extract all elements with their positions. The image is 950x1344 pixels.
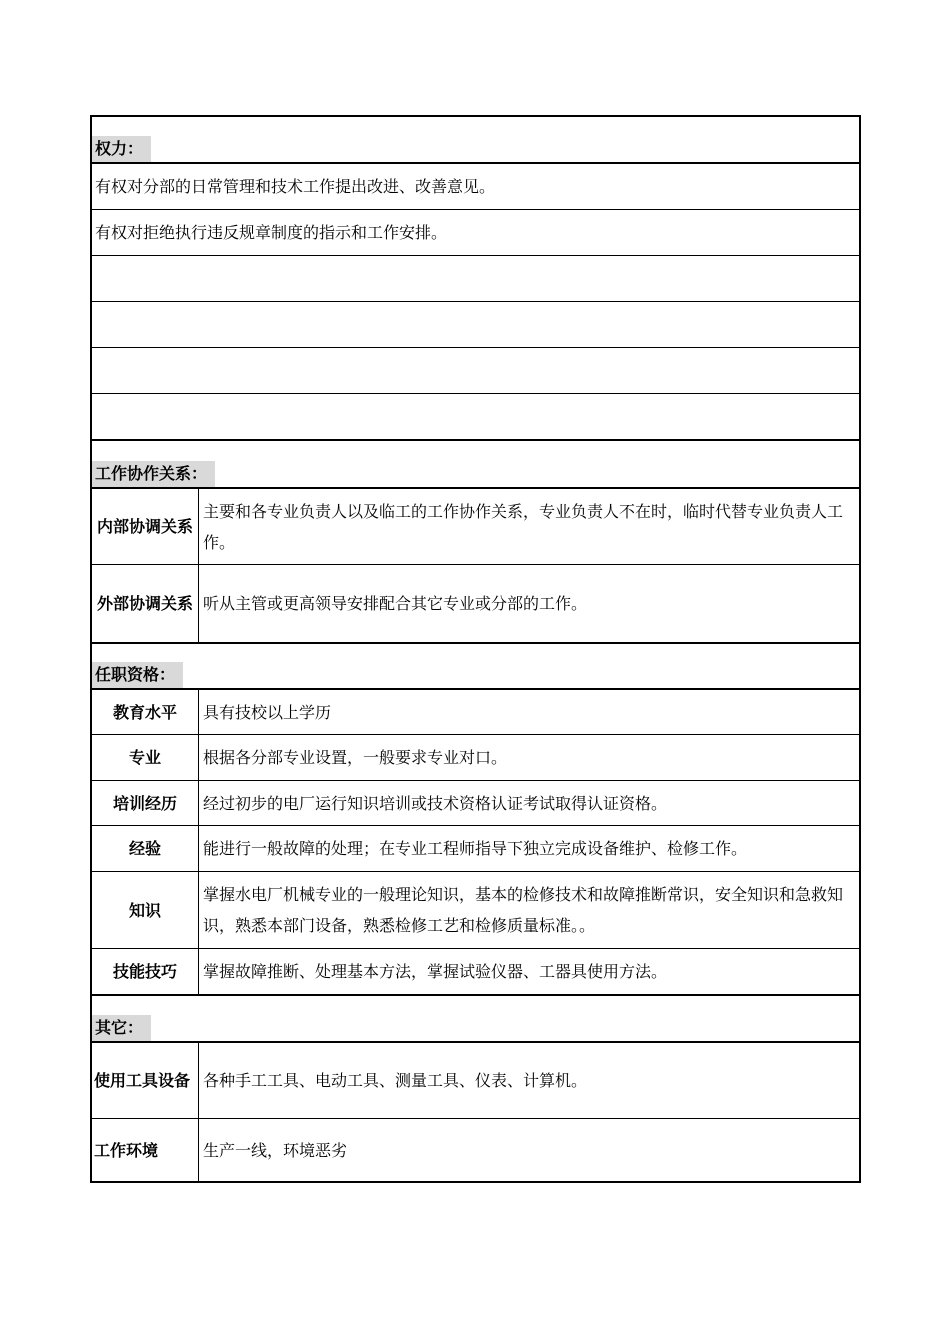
row-label: 技能技巧 xyxy=(92,949,199,994)
row-label: 培训经历 xyxy=(92,781,199,825)
row-label: 使用工具设备 xyxy=(92,1043,199,1118)
power-item-row xyxy=(92,162,859,209)
power-item-text: 有权对分部的日常管理和技术工作提出改进、改善意见。 xyxy=(95,176,496,196)
row-label: 外部协调关系 xyxy=(92,565,199,642)
other-row-tools xyxy=(92,1041,859,1118)
qualification-row-training xyxy=(92,780,859,825)
section-title: 工作协作关系： xyxy=(92,461,215,487)
section-title: 权力： xyxy=(92,136,151,162)
row-label: 教育水平 xyxy=(92,690,199,734)
row-value: 具有技校以上学历 xyxy=(203,702,332,722)
row-value: 掌握水电厂机械专业的一般理论知识，基本的检修技术和故障推断常识，安全知识和急救知识，熟悉本部门设备，熟悉检修工艺和检修质量标准。。 xyxy=(203,885,844,935)
cooperation-row-internal xyxy=(92,487,859,564)
qualification-row-knowledge xyxy=(92,871,859,948)
other-row-environment xyxy=(92,1118,859,1181)
row-value: 听从主管或更高领导安排配合其它专业或分部的工作。 xyxy=(203,594,588,613)
qualification-row-experience xyxy=(92,825,859,871)
row-label: 知识 xyxy=(92,872,199,948)
row-value: 经过初步的电厂运行知识培训或技术资格认证考试取得认证资格。 xyxy=(203,793,668,813)
row-label: 经验 xyxy=(92,826,199,871)
section-title: 任职资格： xyxy=(92,662,183,688)
qualification-row-education xyxy=(92,688,859,734)
row-value: 掌握故障推断、处理基本方法，掌握试验仪器、工器具使用方法。 xyxy=(203,962,668,981)
section-header-qualifications xyxy=(92,642,859,688)
row-value: 根据各分部专业设置，一般要求专业对口。 xyxy=(203,748,508,767)
power-item-text: 有权对拒绝执行违反规章制度的指示和工作安排。 xyxy=(95,222,448,242)
section-header-cooperation xyxy=(92,439,859,487)
cooperation-row-external xyxy=(92,564,859,642)
row-value: 主要和各专业负责人以及临工的工作协作关系，专业负责人不在时，临时代替专业负责人工作。 xyxy=(203,501,844,552)
job-description-table xyxy=(90,115,861,1183)
power-item-row xyxy=(92,301,859,347)
row-label: 工作环境 xyxy=(92,1119,199,1181)
row-value: 各种手工工具、电动工具、测量工具、仪表、计算机。 xyxy=(203,1071,588,1090)
row-value: 能进行一般故障的处理；在专业工程师指导下独立完成设备维护、检修工作。 xyxy=(203,839,748,858)
section-title: 其它： xyxy=(92,1015,151,1041)
qualification-row-skills xyxy=(92,948,859,994)
power-item-row xyxy=(92,255,859,301)
power-item-row xyxy=(92,209,859,255)
power-item-row xyxy=(92,347,859,393)
qualification-row-major xyxy=(92,734,859,780)
row-label: 内部协调关系 xyxy=(92,489,199,564)
section-header-power xyxy=(92,117,859,162)
section-header-other xyxy=(92,994,859,1041)
row-value: 生产一线，环境恶劣 xyxy=(203,1140,348,1160)
row-label: 专业 xyxy=(92,735,199,780)
power-item-row xyxy=(92,393,859,439)
